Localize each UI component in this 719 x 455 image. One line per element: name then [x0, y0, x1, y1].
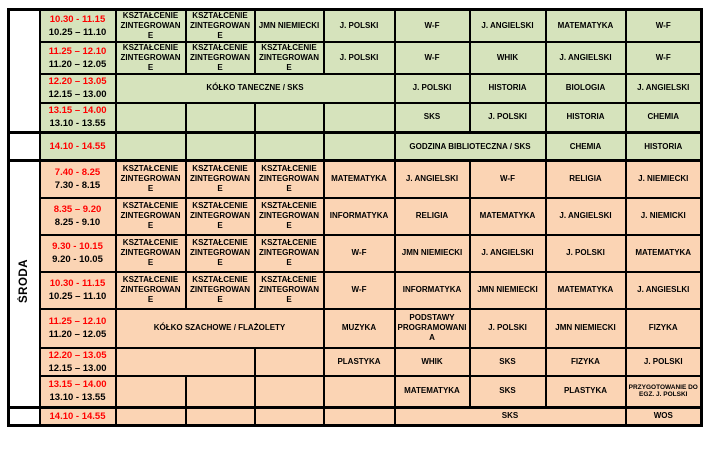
subject-cell: [324, 103, 395, 133]
subject-cell: KSZTAŁCENIE ZINTEGROWANE: [116, 161, 186, 198]
time-secondary: 13.10 - 13.55: [49, 392, 106, 404]
subject-cell: KÓŁKO SZACHOWE / FLAŻOLETY: [116, 309, 324, 348]
subject-cell: SKS: [470, 348, 546, 377]
time-cell: [40, 376, 116, 407]
subject-cell: J. POLSKI: [470, 103, 546, 133]
time-secondary: 11.20 – 12.05: [48, 59, 107, 70]
subject-cell: KSZTAŁCENIE ZINTEGROWANE: [186, 198, 255, 235]
subject-cell: [255, 376, 324, 407]
subject-cell: [255, 103, 324, 133]
time-secondary: 10.25 – 11.10: [48, 291, 107, 303]
subject-cell: J. ANGIELSKI: [626, 74, 702, 103]
subject-cell: PLASTYKA: [324, 348, 395, 377]
timetable-row: [9, 42, 702, 74]
timetable-row: [9, 198, 702, 235]
timetable-row: [9, 348, 702, 377]
time-primary: 8.35 – 9.20: [53, 203, 102, 215]
time-secondary: 8.25 - 9.10: [54, 217, 101, 229]
subject-cell: J. ANGIELSKI: [546, 42, 626, 74]
time-secondary: 12.15 – 13.00: [48, 362, 107, 374]
subject-cell: JMN NIEMIECKI: [470, 272, 546, 309]
subject-cell: J. NIEMICKI: [626, 198, 702, 235]
timetable-row: [9, 309, 702, 348]
subject-cell: KSZTAŁCENIE ZINTEGROWANE: [186, 161, 255, 198]
time-cell: [40, 103, 116, 133]
subject-cell: W-F: [324, 272, 395, 309]
subject-cell: MATEMATYKA: [626, 235, 702, 272]
timetable-row: [9, 235, 702, 272]
time-primary: 9.30 - 10.15: [52, 240, 103, 252]
time-cell: [40, 407, 116, 425]
subject-cell: MATEMATYKA: [470, 198, 546, 235]
subject-cell: [186, 133, 255, 161]
subject-cell: KSZTAŁCENIE ZINTEGROWANE: [186, 10, 255, 43]
subject-cell: RELIGIA: [546, 161, 626, 198]
subject-cell: J. ANGIELSKI: [470, 10, 546, 43]
subject-cell: MATEMATYKA: [324, 161, 395, 198]
timetable-row: [9, 133, 702, 161]
subject-cell: KSZTAŁCENIE ZINTEGROWANE: [116, 42, 186, 74]
subject-cell: INFORMATYKA: [324, 198, 395, 235]
day-cell-lastrow: [9, 407, 40, 425]
time-secondary: 13.10 - 13.55: [49, 118, 106, 130]
subject-cell: [116, 133, 186, 161]
subject-cell: KSZTAŁCENIE ZINTEGROWANE: [255, 42, 324, 74]
subject-cell: KSZTAŁCENIE ZINTEGROWANE: [255, 235, 324, 272]
subject-cell: JMN NIEMIECKI: [395, 235, 470, 272]
subject-cell: J. ANGIELSKI: [395, 161, 470, 198]
subject-cell: KSZTAŁCENIE ZINTEGROWANE: [186, 42, 255, 74]
timetable-row: [9, 376, 702, 407]
subject-cell: WHIK: [470, 42, 546, 74]
day-cell-lastrow: [9, 133, 40, 161]
timetable-row: [9, 161, 702, 198]
subject-cell: MATEMATYKA: [395, 376, 470, 407]
timetable-row: [9, 10, 702, 43]
subject-cell: HISTORIA: [546, 103, 626, 133]
subject-cell: [116, 376, 186, 407]
time-cell: [40, 272, 116, 309]
subject-cell: PRZYGOTOWANIE DO EGZ. J. POLSKI: [626, 376, 702, 407]
subject-cell: SKS: [395, 407, 626, 425]
timetable-row: [9, 407, 702, 425]
subject-cell: PLASTYKA: [546, 376, 626, 407]
subject-cell: [186, 103, 255, 133]
subject-cell: CHEMIA: [546, 133, 626, 161]
time-cell: [40, 235, 116, 272]
time-cell: [40, 133, 116, 161]
subject-cell: W-F: [324, 235, 395, 272]
time-primary: 12.20 – 13.05: [48, 349, 107, 361]
subject-cell: W-F: [626, 10, 702, 43]
day-cell: [9, 161, 40, 408]
subject-cell: KÓŁKO TANECZNE / SKS: [116, 74, 395, 103]
subject-cell: J. ANGIESLKI: [626, 272, 702, 309]
subject-cell: KSZTAŁCENIE ZINTEGROWANE: [255, 161, 324, 198]
subject-cell: FIZYKA: [626, 309, 702, 348]
subject-cell: J. POLSKI: [395, 74, 470, 103]
subject-cell: [116, 348, 255, 377]
subject-cell: W-F: [395, 42, 470, 74]
subject-cell: FIZYKA: [546, 348, 626, 377]
subject-cell: KSZTAŁCENIE ZINTEGROWANE: [255, 198, 324, 235]
subject-cell: KSZTAŁCENIE ZINTEGROWANE: [186, 272, 255, 309]
subject-cell: INFORMATYKA: [395, 272, 470, 309]
subject-cell: J. ANGIELSKI: [470, 235, 546, 272]
time-secondary: 9.20 - 10.05: [52, 254, 103, 266]
subject-cell: WHIK: [395, 348, 470, 377]
timetable-row: [9, 74, 702, 103]
subject-cell: CHEMIA: [626, 103, 702, 133]
subject-cell: JMN NIEMIECKI: [546, 309, 626, 348]
subject-cell: [324, 407, 395, 425]
subject-cell: W-F: [395, 10, 470, 43]
subject-cell: JMN NIEMIECKI: [255, 10, 324, 43]
time-cell: [40, 74, 116, 103]
timetable: [7, 8, 703, 427]
subject-cell: J. ANGIELSKI: [546, 198, 626, 235]
subject-cell: J. POLSKI: [626, 348, 702, 377]
subject-cell: W-F: [470, 161, 546, 198]
time-cell: [40, 10, 116, 43]
time-cell: [40, 309, 116, 348]
time-secondary: 11.20 – 12.05: [48, 329, 107, 341]
subject-cell: KSZTAŁCENIE ZINTEGROWANE: [116, 235, 186, 272]
time-primary: 13.15 – 14.00: [48, 379, 107, 391]
subject-cell: [324, 133, 395, 161]
subject-cell: W-F: [626, 42, 702, 74]
time-primary: 10.30 - 11.15: [49, 13, 106, 25]
subject-cell: GODZINA BIBLIOTECZNA / SKS: [395, 133, 546, 161]
subject-cell: [186, 376, 255, 407]
subject-cell: WOS: [626, 407, 702, 425]
time-primary: 14.10 - 14.55: [49, 140, 106, 152]
subject-cell: [255, 407, 324, 425]
time-cell: [40, 42, 116, 74]
time-secondary: 10.25 – 11.10: [48, 27, 107, 38]
time-cell: [40, 161, 116, 198]
subject-cell: [324, 376, 395, 407]
subject-cell: J. POLSKI: [324, 10, 395, 43]
time-primary: 14.10 - 14.55: [49, 410, 106, 422]
subject-cell: MATEMATYKA: [546, 272, 626, 309]
timetable-row: [9, 103, 702, 133]
day-cell: [9, 10, 40, 133]
subject-cell: KSZTAŁCENIE ZINTEGROWANE: [186, 235, 255, 272]
time-primary: 12.20 – 13.05: [48, 76, 107, 87]
subject-cell: RELIGIA: [395, 198, 470, 235]
subject-cell: J. NIEMIECKI: [626, 161, 702, 198]
subject-cell: HISTORIA: [626, 133, 702, 161]
subject-cell: [255, 133, 324, 161]
time-cell: [40, 198, 116, 235]
time-secondary: 7.30 - 8.15: [54, 180, 101, 192]
subject-cell: [186, 407, 255, 425]
time-primary: 10.30 - 11.15: [49, 277, 106, 289]
subject-cell: [255, 348, 324, 377]
subject-cell: BIOLOGIA: [546, 74, 626, 103]
subject-cell: KSZTAŁCENIE ZINTEGROWANE: [116, 10, 186, 43]
day-label: ŚRODA: [18, 259, 31, 304]
subject-cell: SKS: [395, 103, 470, 133]
subject-cell: J. POLSKI: [324, 42, 395, 74]
subject-cell: PODSTAWY PROGRAMOWANIA: [395, 309, 470, 348]
subject-cell: KSZTAŁCENIE ZINTEGROWANE: [116, 272, 186, 309]
subject-cell: SKS: [470, 376, 546, 407]
time-primary: 11.25 – 12.10: [48, 45, 107, 57]
subject-cell: KSZTAŁCENIE ZINTEGROWANE: [255, 272, 324, 309]
subject-cell: [116, 407, 186, 425]
subject-cell: MATEMATYKA: [546, 10, 626, 43]
subject-cell: J. POLSKI: [470, 309, 546, 348]
timetable-row: [9, 272, 702, 309]
time-cell: [40, 348, 116, 377]
subject-cell: MUZYKA: [324, 309, 395, 348]
time-secondary: 12.15 – 13.00: [48, 89, 107, 101]
time-primary: 13.15 – 14.00: [48, 105, 107, 117]
subject-cell: HISTORIA: [470, 74, 546, 103]
subject-cell: [116, 103, 186, 133]
subject-cell: J. POLSKI: [546, 235, 626, 272]
time-primary: 11.25 – 12.10: [48, 315, 107, 327]
time-primary: 7.40 - 8.25: [54, 167, 101, 179]
subject-cell: KSZTAŁCENIE ZINTEGROWANE: [116, 198, 186, 235]
